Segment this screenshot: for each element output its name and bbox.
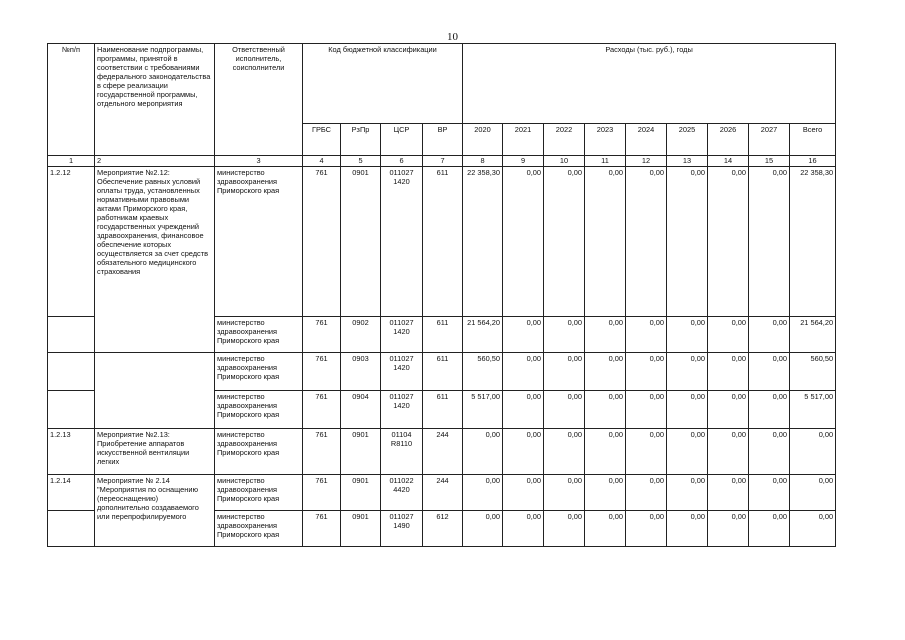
cell-2020: 560,50 bbox=[463, 353, 503, 391]
cell-2021: 0,00 bbox=[503, 475, 544, 511]
cell-2026: 0,00 bbox=[708, 353, 749, 391]
table-row bbox=[48, 429, 836, 475]
cell-2024: 0,00 bbox=[626, 167, 667, 317]
cell-2021: 0,00 bbox=[503, 511, 544, 547]
column-number: 5 bbox=[341, 156, 381, 167]
cell-2020: 21 564,20 bbox=[463, 317, 503, 353]
cell-2020: 0,00 bbox=[463, 429, 503, 475]
cell-2021: 0,00 bbox=[503, 429, 544, 475]
cell-vr: 611 bbox=[423, 391, 463, 429]
column-number: 15 bbox=[749, 156, 790, 167]
cell-vr: 611 bbox=[423, 353, 463, 391]
header-year-2020: 2020 bbox=[463, 124, 503, 156]
header-expenses: Расходы (тыс. руб.), годы bbox=[463, 44, 836, 124]
row-number: 1.2.13 bbox=[48, 429, 95, 475]
cell-total: 5 517,00 bbox=[790, 391, 836, 429]
cell-2025: 0,00 bbox=[667, 353, 708, 391]
row-name: Мероприятие №2.13: Приобретение аппаратов искусственной вентиляции легких bbox=[95, 429, 215, 475]
cell-2022: 0,00 bbox=[544, 353, 585, 391]
row-executor: министерство здравоохранения Приморского края bbox=[215, 167, 303, 317]
cell-grbs: 761 bbox=[303, 391, 341, 429]
column-number: 10 bbox=[544, 156, 585, 167]
row-executor: министерство здравоохранения Приморского края bbox=[215, 391, 303, 429]
column-number: 2 bbox=[95, 156, 215, 167]
row-name bbox=[95, 353, 215, 429]
column-number: 9 bbox=[503, 156, 544, 167]
header-budget-code: Код бюджетной классификации bbox=[303, 44, 463, 124]
row-executor: министерство здравоохранения Приморского края bbox=[215, 429, 303, 475]
cell-2020: 5 517,00 bbox=[463, 391, 503, 429]
cell-vr: 612 bbox=[423, 511, 463, 547]
cell-grbs: 761 bbox=[303, 511, 341, 547]
column-number: 7 bbox=[423, 156, 463, 167]
cell-rzpr: 0901 bbox=[341, 429, 381, 475]
cell-2024: 0,00 bbox=[626, 353, 667, 391]
column-number: 12 bbox=[626, 156, 667, 167]
cell-total: 0,00 bbox=[790, 475, 836, 511]
cell-vr: 244 bbox=[423, 475, 463, 511]
header-code-vr: ВР bbox=[423, 124, 463, 156]
cell-rzpr: 0901 bbox=[341, 511, 381, 547]
cell-2022: 0,00 bbox=[544, 167, 585, 317]
cell-total: 22 358,30 bbox=[790, 167, 836, 317]
cell-2024: 0,00 bbox=[626, 429, 667, 475]
budget-table bbox=[47, 43, 836, 547]
column-number: 11 bbox=[585, 156, 626, 167]
cell-2025: 0,00 bbox=[667, 511, 708, 547]
cell-csr: 01104 R8110 bbox=[381, 429, 423, 475]
cell-rzpr: 0901 bbox=[341, 167, 381, 317]
cell-total: 0,00 bbox=[790, 429, 836, 475]
cell-csr: 011027 1420 bbox=[381, 391, 423, 429]
row-number bbox=[48, 353, 95, 391]
cell-2026: 0,00 bbox=[708, 511, 749, 547]
cell-grbs: 761 bbox=[303, 167, 341, 317]
cell-2023: 0,00 bbox=[585, 429, 626, 475]
cell-2024: 0,00 bbox=[626, 475, 667, 511]
table-row bbox=[48, 167, 836, 317]
cell-2020: 22 358,30 bbox=[463, 167, 503, 317]
header-year-2022: 2022 bbox=[544, 124, 585, 156]
cell-2022: 0,00 bbox=[544, 429, 585, 475]
table-row bbox=[48, 353, 836, 391]
cell-grbs: 761 bbox=[303, 353, 341, 391]
cell-2024: 0,00 bbox=[626, 317, 667, 353]
cell-2022: 0,00 bbox=[544, 391, 585, 429]
column-number: 14 bbox=[708, 156, 749, 167]
row-executor: министерство здравоохранения Приморского края bbox=[215, 511, 303, 547]
cell-rzpr: 0901 bbox=[341, 475, 381, 511]
cell-2026: 0,00 bbox=[708, 317, 749, 353]
cell-rzpr: 0903 bbox=[341, 353, 381, 391]
column-number: 16 bbox=[790, 156, 836, 167]
cell-2021: 0,00 bbox=[503, 167, 544, 317]
cell-2026: 0,00 bbox=[708, 429, 749, 475]
cell-grbs: 761 bbox=[303, 429, 341, 475]
cell-total: 0,00 bbox=[790, 511, 836, 547]
cell-2023: 0,00 bbox=[585, 391, 626, 429]
cell-2023: 0,00 bbox=[585, 353, 626, 391]
cell-2027: 0,00 bbox=[749, 511, 790, 547]
header-year-2026: 2026 bbox=[708, 124, 749, 156]
row-number: 1.2.14 bbox=[48, 475, 95, 511]
cell-2027: 0,00 bbox=[749, 317, 790, 353]
header-total: Всего bbox=[790, 124, 836, 156]
cell-2026: 0,00 bbox=[708, 391, 749, 429]
cell-2025: 0,00 bbox=[667, 475, 708, 511]
column-number: 1 bbox=[48, 156, 95, 167]
cell-2023: 0,00 bbox=[585, 475, 626, 511]
cell-vr: 244 bbox=[423, 429, 463, 475]
cell-2026: 0,00 bbox=[708, 167, 749, 317]
row-number bbox=[48, 391, 95, 429]
cell-rzpr: 0904 bbox=[341, 391, 381, 429]
row-number: 1.2.12 bbox=[48, 167, 95, 317]
cell-csr: 011027 1420 bbox=[381, 167, 423, 317]
row-number bbox=[48, 511, 95, 547]
cell-csr: 011027 1490 bbox=[381, 511, 423, 547]
cell-csr: 011022 4420 bbox=[381, 475, 423, 511]
cell-csr: 011027 1420 bbox=[381, 317, 423, 353]
cell-2021: 0,00 bbox=[503, 317, 544, 353]
header-year-2021: 2021 bbox=[503, 124, 544, 156]
column-numbers-row bbox=[48, 156, 836, 167]
column-number: 3 bbox=[215, 156, 303, 167]
row-executor: министерство здравоохранения Приморского края bbox=[215, 475, 303, 511]
row-number bbox=[48, 317, 95, 353]
header-year-2025: 2025 bbox=[667, 124, 708, 156]
header-year-2024: 2024 bbox=[626, 124, 667, 156]
cell-2027: 0,00 bbox=[749, 429, 790, 475]
cell-2025: 0,00 bbox=[667, 167, 708, 317]
cell-2022: 0,00 bbox=[544, 511, 585, 547]
cell-2025: 0,00 bbox=[667, 429, 708, 475]
row-name: Мероприятие №2.12: Обеспечение равных условий оплаты труда, установленных нормативными правовыми актами Приморского края, работникам краевых государственных учреждений здравоохранения, финансовое обеспечение которых осуществляется за счет средств обязательного медицинского страхования bbox=[95, 167, 215, 353]
column-number: 6 bbox=[381, 156, 423, 167]
cell-grbs: 761 bbox=[303, 317, 341, 353]
cell-2022: 0,00 bbox=[544, 317, 585, 353]
column-number: 8 bbox=[463, 156, 503, 167]
header-year-2023: 2023 bbox=[585, 124, 626, 156]
table-row bbox=[48, 475, 836, 511]
cell-2023: 0,00 bbox=[585, 511, 626, 547]
cell-2027: 0,00 bbox=[749, 167, 790, 317]
cell-vr: 611 bbox=[423, 167, 463, 317]
header-num: №п/п bbox=[48, 44, 95, 156]
cell-2026: 0,00 bbox=[708, 475, 749, 511]
cell-2022: 0,00 bbox=[544, 475, 585, 511]
row-name: Мероприятие № 2.14 "Мероприятия по оснащению (переоснащению) дополнительно создаваемого или перепрофилируемого bbox=[95, 475, 215, 547]
cell-2024: 0,00 bbox=[626, 511, 667, 547]
cell-vr: 611 bbox=[423, 317, 463, 353]
cell-2027: 0,00 bbox=[749, 475, 790, 511]
header-code-rzpr: РзПр bbox=[341, 124, 381, 156]
page-number: 10 bbox=[447, 31, 458, 43]
header-code-csr: ЦСР bbox=[381, 124, 423, 156]
cell-grbs: 761 bbox=[303, 475, 341, 511]
cell-2023: 0,00 bbox=[585, 167, 626, 317]
cell-2027: 0,00 bbox=[749, 353, 790, 391]
cell-2023: 0,00 bbox=[585, 317, 626, 353]
cell-2021: 0,00 bbox=[503, 353, 544, 391]
header-name: Наименование подпрограммы, программы, принятой в соответствии с требованиями федерального законодательства в сфере реализации государственной программы, отдельного мероприятия bbox=[95, 44, 215, 156]
cell-total: 21 564,20 bbox=[790, 317, 836, 353]
cell-2027: 0,00 bbox=[749, 391, 790, 429]
cell-2024: 0,00 bbox=[626, 391, 667, 429]
header-year-2027: 2027 bbox=[749, 124, 790, 156]
cell-2025: 0,00 bbox=[667, 317, 708, 353]
column-number: 13 bbox=[667, 156, 708, 167]
row-executor: министерство здравоохранения Приморского края bbox=[215, 353, 303, 391]
cell-2021: 0,00 bbox=[503, 391, 544, 429]
cell-2025: 0,00 bbox=[667, 391, 708, 429]
cell-total: 560,50 bbox=[790, 353, 836, 391]
cell-csr: 011027 1420 bbox=[381, 353, 423, 391]
cell-rzpr: 0902 bbox=[341, 317, 381, 353]
row-executor: министерство здравоохранения Приморского края bbox=[215, 317, 303, 353]
cell-2020: 0,00 bbox=[463, 475, 503, 511]
column-number: 4 bbox=[303, 156, 341, 167]
header-code-grbs: ГРБС bbox=[303, 124, 341, 156]
cell-2020: 0,00 bbox=[463, 511, 503, 547]
header-executor: Ответственный исполнитель, соисполнители bbox=[215, 44, 303, 156]
